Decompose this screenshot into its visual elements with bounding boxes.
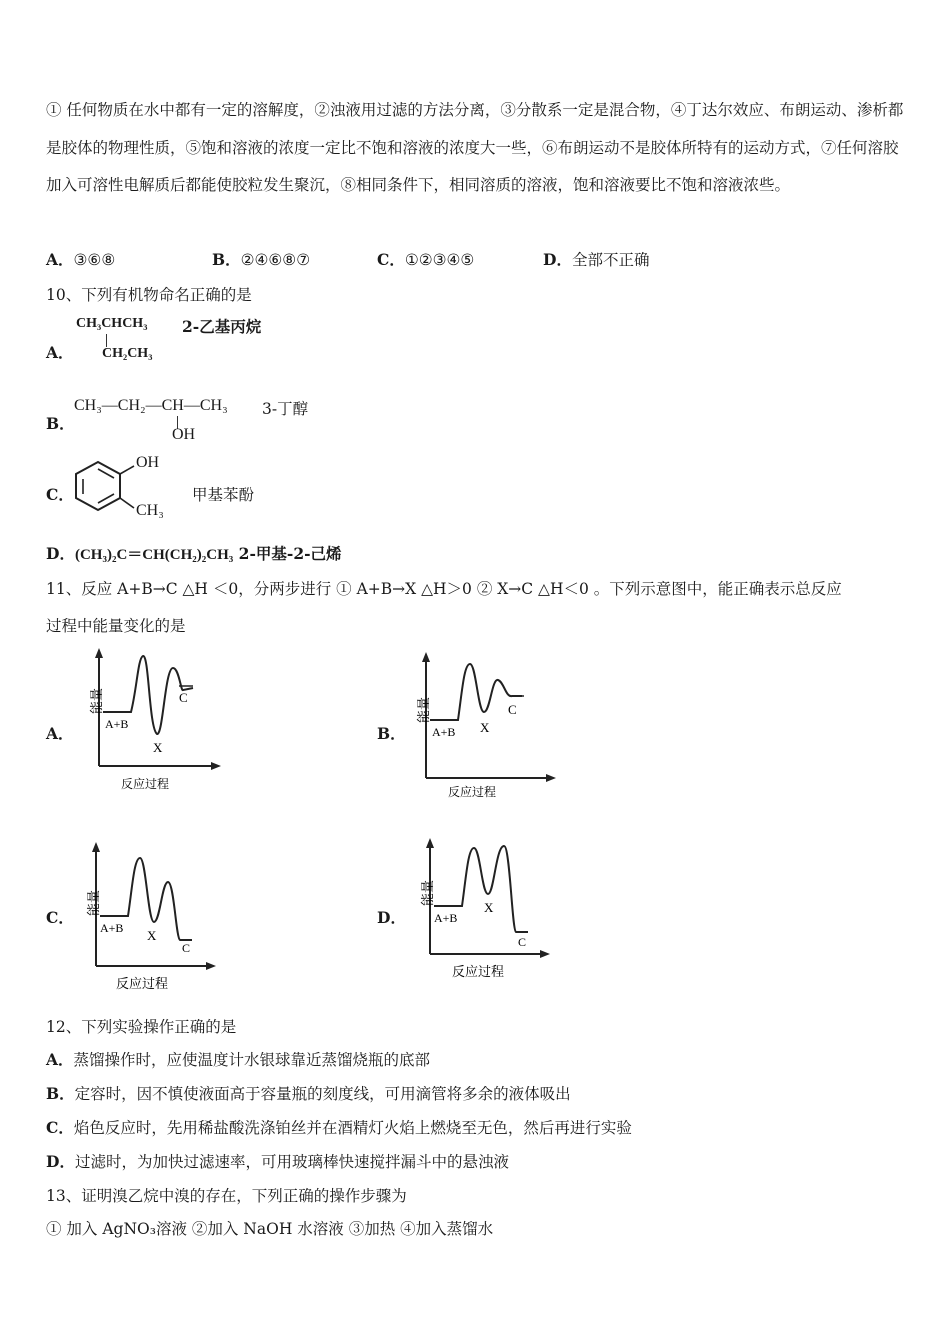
q10-option-b-label[interactable]: B． (46, 414, 75, 433)
mid-label: X (480, 720, 490, 735)
xlabel-text: 反应过程 (452, 964, 505, 979)
q10-b-main-chain: CH₃—CH₂—CH—CH₃ (74, 397, 228, 414)
q10-d-formula: (CH₃)₂C＝CH(CH₂)₂CH₃ (74, 547, 234, 563)
xlabel-text: 反应过程 (121, 777, 170, 791)
q10-stem: 10、下列有机物命名正确的是 (46, 286, 252, 304)
option-label: A． (46, 250, 74, 269)
option-label: C． (46, 1118, 74, 1137)
q9-option-c[interactable] (377, 248, 474, 270)
option-text: ①②③④⑤ (404, 251, 475, 269)
ylabel-text: 能量 (89, 687, 104, 714)
ylabel-text: 能量 (416, 696, 431, 723)
q10-a-name: 2-乙基丙烷 (182, 317, 262, 336)
start-label: A+B (100, 921, 124, 935)
q12-option-d[interactable] (46, 1150, 509, 1172)
end-label: C (182, 941, 191, 955)
q10-option-a-label[interactable]: A． (46, 343, 74, 362)
q11-option-c-label[interactable]: C． (46, 908, 74, 927)
option-text: 蒸馏操作时，应使温度计水银球靠近蒸馏烧瓶的底部 (73, 1051, 431, 1069)
q12-option-c[interactable] (46, 1116, 632, 1138)
option-label: B． (46, 1084, 75, 1103)
mid-label: X (153, 740, 163, 755)
option-label: B． (212, 250, 241, 269)
start-label: A+B (434, 911, 458, 925)
q9-option-d[interactable] (543, 248, 649, 270)
start-label: A+B (432, 725, 456, 739)
q10-b-branch: OH (172, 426, 196, 443)
q11-energy-diagram-a (75, 648, 225, 798)
q13-steps: ① 加入 AgNO₃溶液 ②加入 NaOH 水溶液 ③加热 ④加入蒸馏水 (46, 1220, 494, 1238)
start-label: A+B (105, 717, 129, 731)
end-label: C (508, 702, 517, 717)
ylabel-text: 能量 (420, 879, 435, 906)
q10-c-ch3: CH₃ (136, 502, 164, 519)
q9-option-a[interactable] (46, 248, 115, 270)
q10-option-d[interactable] (46, 542, 342, 564)
q11-stem-line1: 11、反应 A+B→C △H ＜0，分两步进行 ① A+B→X △H＞0 ② X→C △H＜0 。下列示意图中，能正确表示总反应 (46, 580, 842, 598)
q10-c-name: 甲基苯酚 (192, 486, 255, 504)
q10-a-main-chain: CH₃CHCH₃ (76, 316, 148, 331)
option-label: D． (543, 250, 572, 269)
q10-option-c-label[interactable]: C． (46, 485, 74, 504)
q12-option-a[interactable] (46, 1048, 430, 1070)
q9-text: ① 任何物质在水中都有一定的溶解度，②浊液用过滤的方法分离，③分散系一定是混合物，④丁达尔效应、布朗运动、渗析都是胶体的物理性质，⑤饱和溶液的浓度一定比不饱和溶液的浓度大一些，⑥布朗运动不是胶体所特有的运动方式，⑦任何溶胶加入可溶性电解质后都能使胶粒发生聚沉，⑧相同条件下，相同溶质的溶液，饱和溶液要比不饱和溶液浓些。 (46, 101, 904, 194)
option-text: 定容时，因不慎使液面高于容量瓶的刻度线，可用滴管将多余的液体吸出 (74, 1085, 571, 1103)
end-label: C (518, 935, 527, 949)
q11-stem-line2: 过程中能量变化的是 (46, 617, 186, 635)
q11-option-a-label[interactable]: A． (46, 724, 74, 743)
q11-energy-diagram-b (400, 652, 560, 802)
q11-option-d-label[interactable]: D． (377, 908, 406, 927)
option-text: ③⑥⑧ (73, 251, 116, 269)
option-text: 过滤时，为加快过滤速率，可用玻璃棒快速搅拌漏斗中的悬浊液 (74, 1153, 509, 1171)
q13-stem: 13、证明溴乙烷中溴的存在，下列正确的操作步骤为 (46, 1187, 407, 1205)
q11-option-b-label[interactable]: B． (377, 724, 406, 743)
q10-b-name: 3-丁醇 (262, 400, 309, 418)
mid-label: X (147, 928, 157, 943)
q11-energy-diagram-c (70, 842, 220, 992)
q9-option-b[interactable] (212, 248, 310, 270)
option-label: C． (377, 250, 405, 269)
q10-a-branch: CH₂CH₃ (102, 346, 153, 361)
option-text: 焰色反应时，先用稀盐酸洗涤铂丝并在酒精灯火焰上燃烧至无色，然后再进行实验 (73, 1119, 632, 1137)
q10-c-oh: OH (136, 454, 160, 471)
q12-stem: 12、下列实验操作正确的是 (46, 1018, 237, 1036)
xlabel-text: 反应过程 (448, 785, 497, 799)
ylabel-text: 能量 (86, 889, 101, 916)
option-label: A． (46, 1050, 74, 1069)
option-label: D． (46, 1152, 75, 1171)
option-text: ②④⑥⑧⑦ (240, 251, 311, 269)
option-text: 全部不正确 (571, 251, 650, 269)
xlabel-text: 反应过程 (116, 976, 169, 991)
q10-d-name: 2-甲基-2-己烯 (238, 544, 342, 563)
q11-energy-diagram-d (404, 838, 554, 986)
end-label: C (179, 690, 188, 705)
option-label: D． (46, 544, 75, 563)
mid-label: X (484, 900, 494, 915)
q12-option-b[interactable] (46, 1082, 571, 1104)
